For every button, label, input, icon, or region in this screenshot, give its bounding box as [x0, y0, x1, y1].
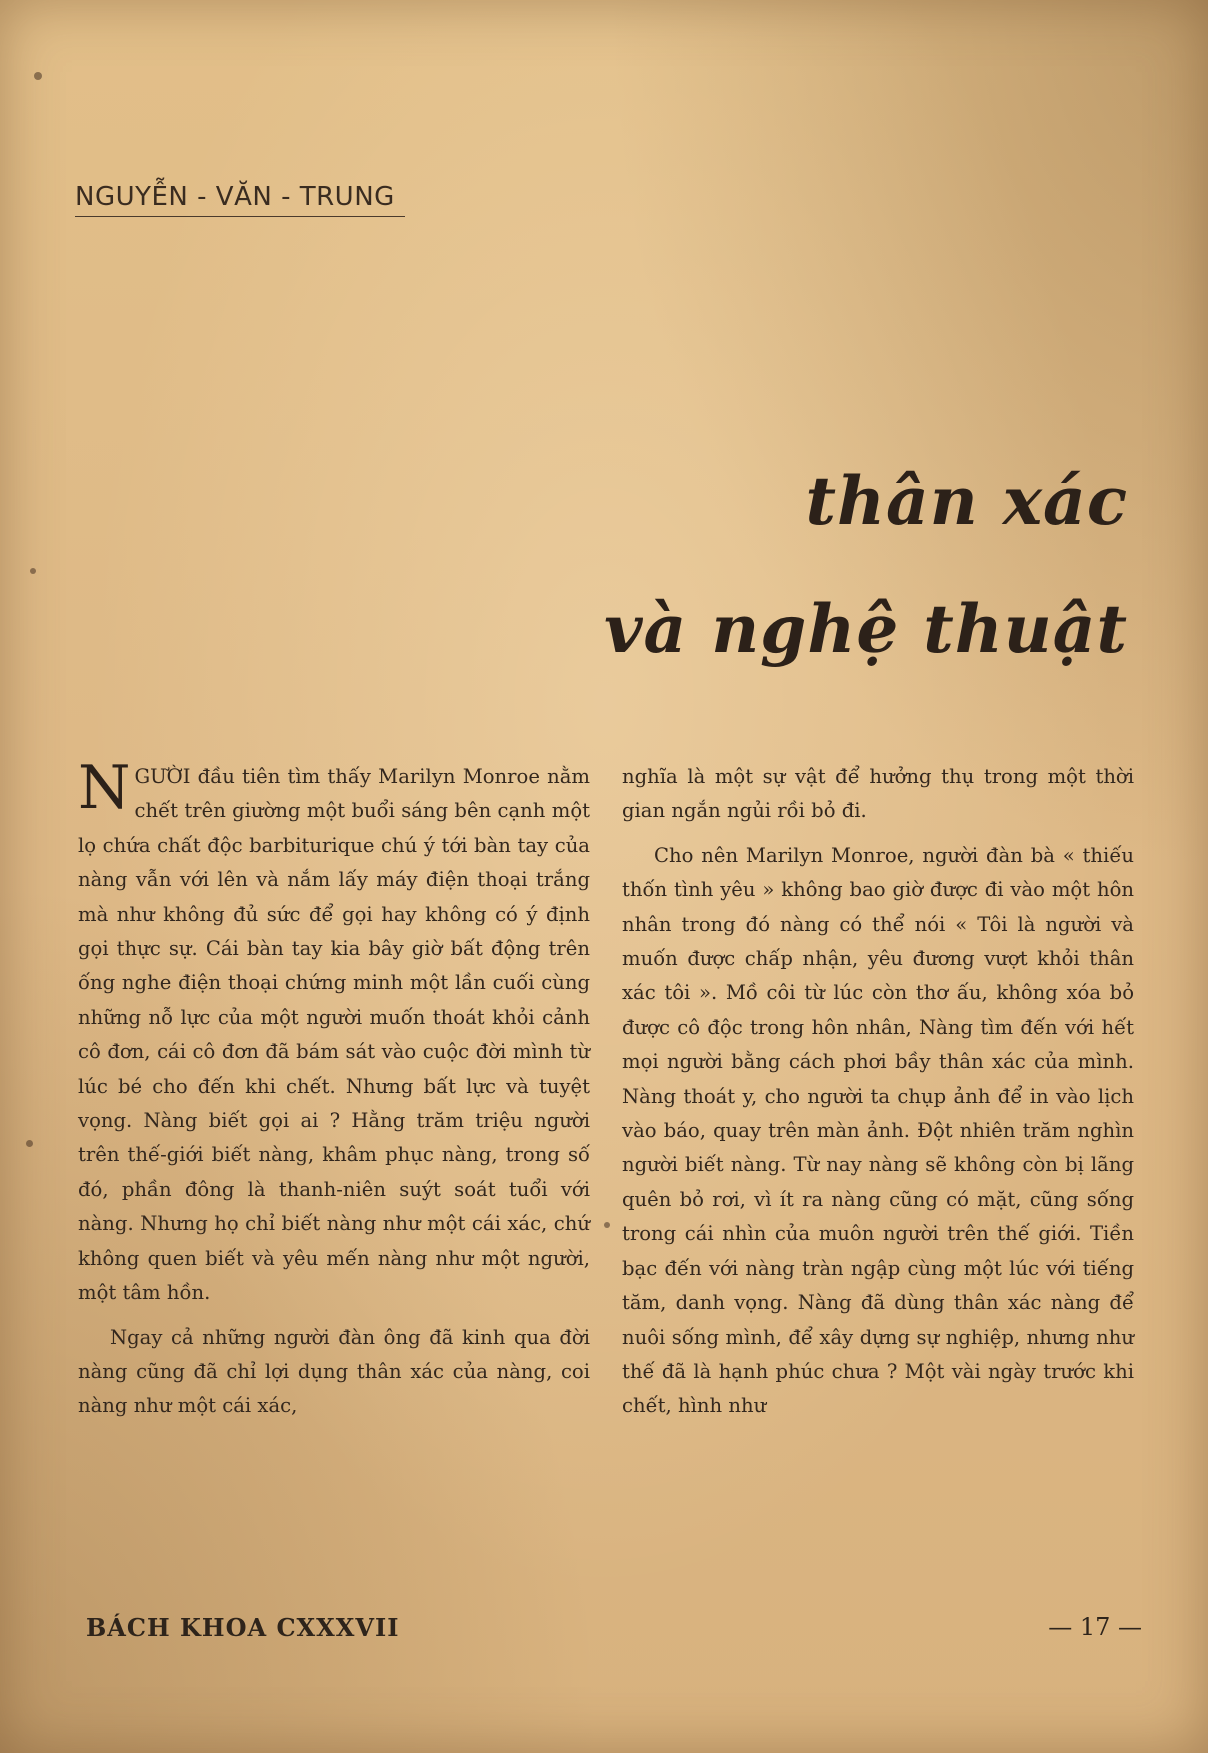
author-name: NGUYỄN - VĂN - TRUNG	[75, 182, 395, 212]
article-column-left	[78, 753, 590, 1424]
paper-speck	[604, 1222, 610, 1228]
article-paragraph	[78, 753, 590, 1311]
drop-cap: N	[78, 753, 131, 823]
paper-speck	[26, 1140, 33, 1147]
paper-speck	[34, 72, 42, 80]
paper-speck	[30, 568, 36, 574]
article-title-line-2: và nghệ thuật	[604, 590, 1128, 668]
article-paragraph: Ngay cả những người đàn ông đã kinh qua đời nàng cũng đã chỉ lợi dụng thân xác của nàng, coi nàng như một cái xác,	[78, 1325, 590, 1418]
page-number: — 17 —	[1048, 1613, 1142, 1641]
article-paragraph: nghĩa là một sự vật để hưởng thụ trong một thời gian ngắn ngủi rồi bỏ đi.	[622, 765, 1134, 823]
article-paragraph: Cho nên Marilyn Monroe, người đàn bà « thiếu thốn tình yêu » không bao giờ được đi vào một hôn nhân trong đó nàng có thể nói « Tôi là người và muốn được chấp nhận, yêu đương vượt khỏi thân xác tôi ». Mồ côi từ lúc còn thơ ấu, không xóa bỏ được cô độc trong hôn nhân, Nàng tìm đến với hết mọi người bằng cách phơi bầy thân xác của mình. Nàng thoát y, cho người ta chụp ảnh để in vào lịch vào báo, quay trên màn ảnh. Đột nhiên trăm nghìn người biết nàng. Từ nay nàng sẽ không còn bị lãng quên bỏ rơi, vì ít ra nàng cũng có mặt, cũng sống trong cái nhìn của muôn người trên thế giới. Tiền bạc đến với nàng tràn ngập cùng một lúc với tiếng tăm, danh vọng. Nàng đã dùng thân xác nàng để nuôi sống mình, để xây dựng sự nghiệp, nhưng như thế đã là hạnh phúc chưa ? Một vài ngày trước khi chết, hình như	[622, 843, 1134, 1418]
article-column-right	[622, 760, 1134, 1424]
publication-name: BÁCH KHOA CXXXVII	[86, 1613, 400, 1642]
author-underline	[75, 216, 405, 217]
article-title-line-1: thân xác	[805, 462, 1128, 540]
paragraph-text: GƯỜI đầu tiên tìm thấy Marilyn Monroe nằm chết trên giường một buổi sáng bên cạnh một lọ chứa chất độc barbiturique chú ý tới bàn tay của nàng vẫn với lên và nắm lấy máy điện thoại trắng mà như không đủ sức để gọi hay không có ý định gọi thực sự. Cái bàn tay kia bây giờ bất động trên ống nghe điện thoại chứng minh một lần cuối cùng những nỗ lực của một người muốn thoát khỏi cảnh cô đơn, cái cô đơn đã bám sát vào cuộc đời mình từ lúc bé cho đến khi chết. Nhưng bất lực và tuyệt vọng. Nàng biết gọi ai ? Hằng trăm triệu người trên thế-giới biết nàng, khâm phục nàng, trong số đó, phần đông là thanh-niên suýt soát tuổi với nàng. Nhưng họ chỉ biết nàng như một cái xác, chứ không quen biết và yêu mến nàng như một người, một tâm hồn.	[78, 765, 590, 1305]
